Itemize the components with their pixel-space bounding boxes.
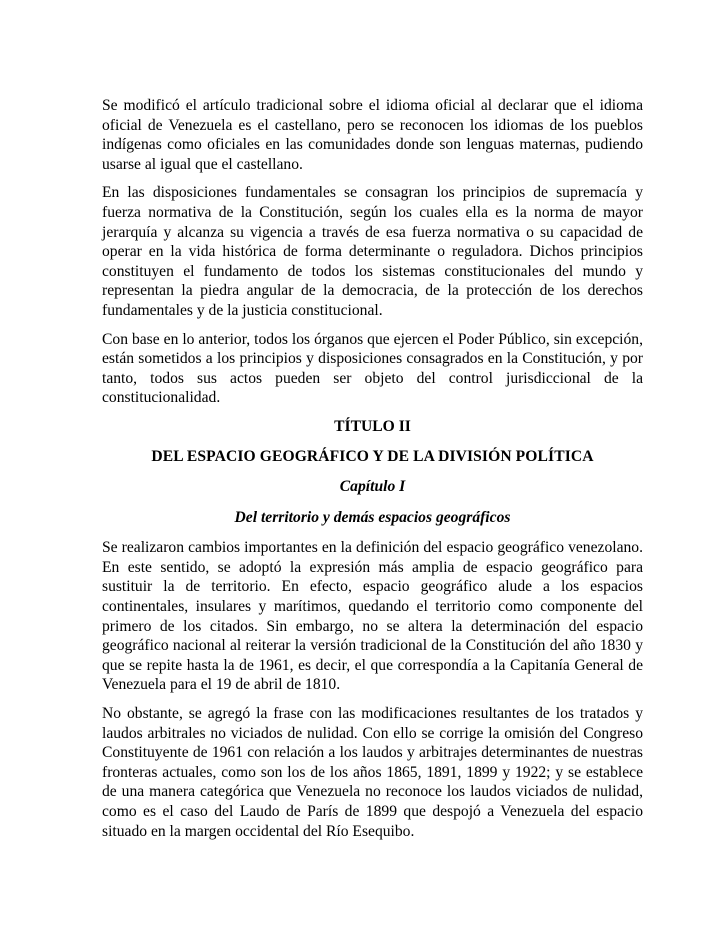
paragraph-disposiciones-fundamentales: En las disposiciones fundamentales se consagran los principios de supremacía y fuerza normativa de la Constitución, según los cuales ella es la norma de mayor jerarquía y alcanza su vigencia a través de esa fuerza normativa o su capacidad de operar en la vida histórica de forma determinante o reguladora. Dichos principios constituyen el fundamento de todos los sistemas constitucionales del mundo y representan la piedra angular de la democracia, de la protección de los derechos fundamentales y de la justicia constitucional. [102,184,643,319]
paragraph-organos-poder-publico: Con base en lo anterior, todos los órganos que ejercen el Poder Público, sin excepción, están sometidos a los principios y disposiciones consagrados en la Constitución, y por tanto, todos sus actos pueden ser objeto del control jurisdiccional de la constitucionalidad. [102,330,643,407]
paragraph-idioma-oficial: Se modificó el artículo tradicional sobre el idioma oficial al declarar que el idioma oficial de Venezuela es el castellano, pero se reconocen los idiomas de los pueblos indígenas como oficiales en las comunidades donde son lenguas maternas, pudiendo usarse al igual que el castellano. [102,97,643,173]
paragraph-espacio-geografico: Se realizaron cambios importantes en la definición del espacio geográfico venezolano. En este sentido, se adoptó la expresión más amplia de espacio geográfico para sustituir la de territorio. En efecto, espacio geográfico alude a los espacios continentales, insulares y marítimos, quedando el territorio como componente del primero de los citados. Sin embargo, no se altera la determinación del espacio geográfico nacional al reiterar la versión tradicional de la Constitución del año 1830 y que se repite hasta la de 1961, es decir, el que correspondía a la Capitanía General de Venezuela para el 19 de abril de 1810. [102,539,643,694]
chapter-name-heading: Del territorio y demás espacios geográficos [234,508,511,526]
chapter-heading: Capítulo I [339,478,406,496]
paragraph-laudos-arbitrales: No obstante, se agregó la frase con las modificaciones resultantes de los tratados y laudos arbitrales no viciados de nulidad. Con ello se corrige la omisión del Congreso Constituyente de 1961 con relación a los laudos y arbitrajes determinantes de nuestras fronteras actuales, como son los de los años 1865, 1891, 1899 y 1922; y se establece de una manera categórica que Venezuela no reconoce los laudos viciados de nulidad, como es el caso del Laudo de París de 1899 que despojó a Venezuela del espacio situado en la margen occidental del Río Esequibo. [102,705,643,840]
title-heading: TÍTULO II [334,417,411,435]
title-name-heading: DEL ESPACIO GEOGRÁFICO Y DE LA DIVISIÓN POLÍTICA [151,447,594,465]
document-page [102,96,643,850]
